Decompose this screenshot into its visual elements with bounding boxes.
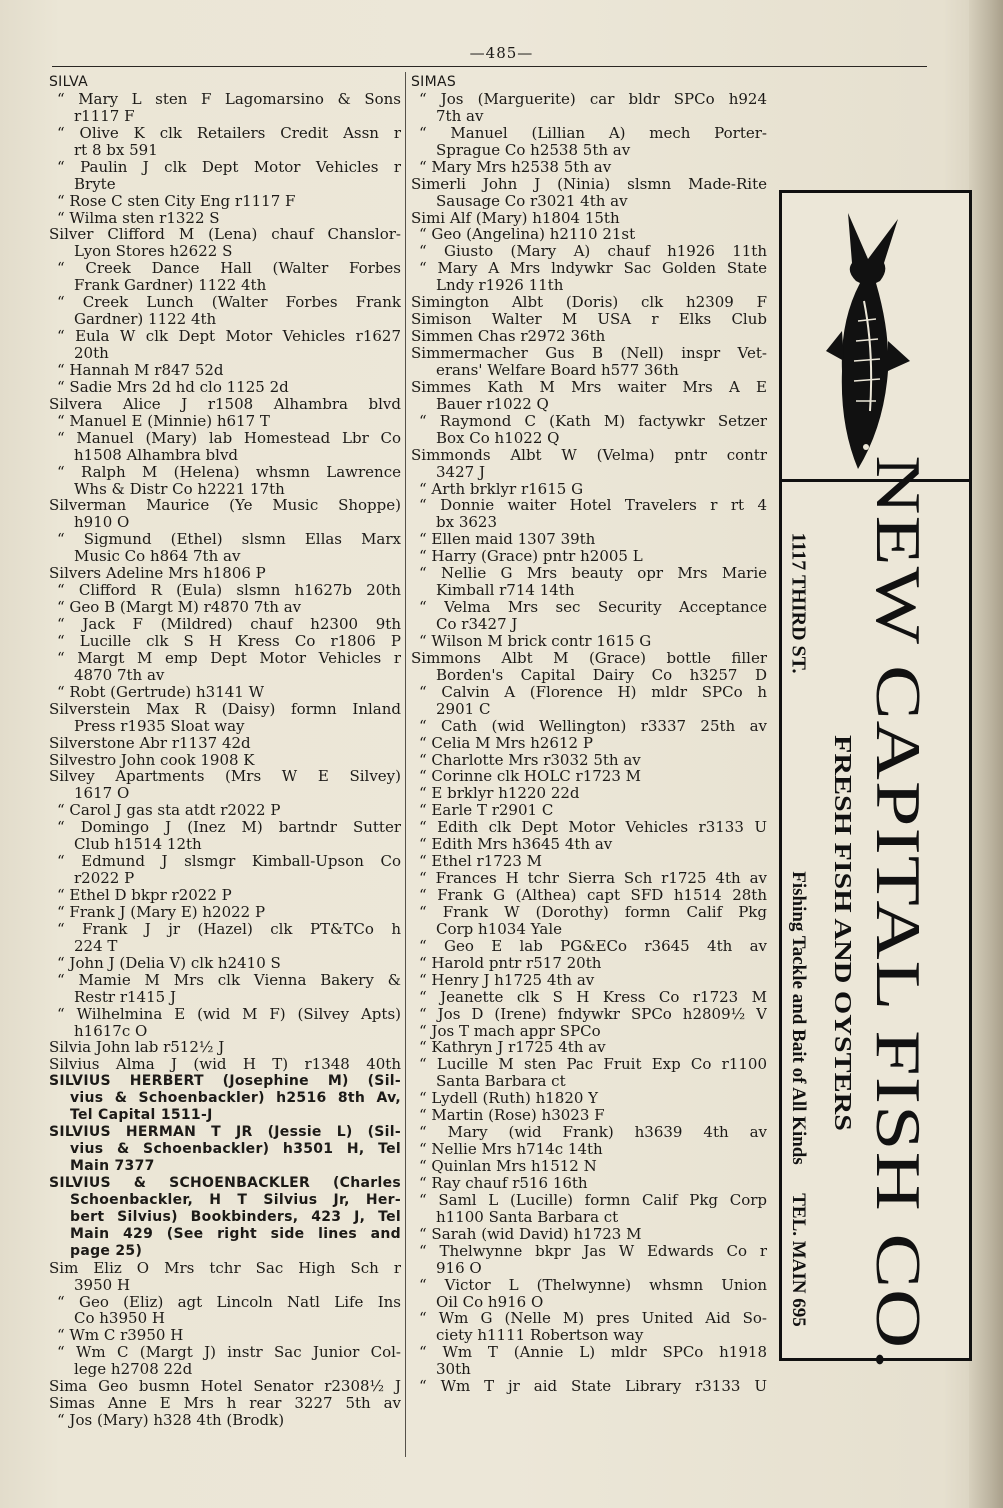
directory-line: “ Paulin J clk Dept Motor Vehicles r <box>57 158 401 176</box>
directory-line: 30th <box>436 1361 471 1379</box>
directory-line: rt 8 bx 591 <box>74 141 158 159</box>
directory-line: “ Charlotte Mrs r3032 5th av <box>419 751 641 769</box>
directory-line: h1617c O <box>74 1022 148 1040</box>
directory-line: Box Co h1022 Q <box>436 429 560 447</box>
directory-line: “ Manuel (Lillian A) mech Porter- <box>419 124 767 142</box>
directory-line: Silverstone Abr r1137 42d <box>49 734 251 752</box>
directory-line: “ Rose C sten City Eng r1117 F <box>57 192 296 210</box>
directory-line: “ Donnie waiter Hotel Travelers r rt 4 <box>419 497 767 515</box>
ad-company-name: NEW CAPITAL FISH CO. <box>862 455 934 1371</box>
directory-line: “ Jos D (Irene) fndywkr SPCo h2809½ V <box>419 1005 767 1023</box>
left-column <box>49 74 401 1429</box>
directory-line: Sima Geo busmn Hotel Senator r2308½ J <box>49 1378 401 1396</box>
directory-line: Club h1514 12th <box>74 836 202 854</box>
directory-line: “ Eula W clk Dept Motor Vehicles r1627 <box>57 328 401 345</box>
directory-line: Co h3950 H <box>74 1310 165 1328</box>
directory-line: “ Ralph M (Helena) whsmn Lawrence <box>57 463 401 481</box>
directory-line: “ Celia M Mrs h2612 P <box>419 734 593 752</box>
directory-line: erans' Welfare Board h577 36th <box>436 361 679 379</box>
directory-line: Simi Alf (Mary) h1804 15th <box>411 209 620 227</box>
directory-line: “ Ellen maid 1307 39th <box>419 531 596 549</box>
directory-line: “ Earle T r2901 C <box>419 802 554 820</box>
directory-line: “ Harold pntr r517 20th <box>419 954 602 972</box>
directory-line: “ Hannah M r847 52d <box>57 361 224 379</box>
directory-line: “ Victor L (Thelwynne) whsmn Union <box>419 1276 767 1294</box>
directory-heading: SIMAS <box>411 74 457 90</box>
directory-line: “ Jos (Mary) h328 4th (Brodk) <box>57 1412 285 1429</box>
directory-line: “ Lucille M sten Pac Fruit Exp Co r1100 <box>419 1056 767 1074</box>
directory-line: “ Olive K clk Retailers Credit Assn r <box>57 124 401 142</box>
directory-line: Bauer r1022 Q <box>436 395 549 413</box>
directory-line: Sprague Co h2538 5th av <box>436 141 631 159</box>
directory-line: Silvera Alice J r1508 Alhambra blvd <box>49 395 401 413</box>
directory-line: Simmons Albt M (Grace) bottle filler <box>411 649 767 667</box>
directory-line: Gardner) 1122 4th <box>74 311 217 329</box>
page-binding-edge <box>969 0 1003 1508</box>
directory-line: “ Corinne clk HOLC r1723 M <box>419 768 641 786</box>
directory-line: Silvey Apartments (Mrs W E Silvey) <box>49 768 401 786</box>
ad-tagline: FRESH FISH AND OYSTERS <box>829 735 856 1131</box>
directory-line: “ Giusto (Mary A) chauf h1926 11th <box>419 243 767 261</box>
directory-line: Simas Anne E Mrs h rear 3227 5th av <box>49 1395 401 1413</box>
directory-line: Whs & Distr Co h2221 17th <box>74 480 285 498</box>
directory-line: “ Edmund J slsmgr Kimball-Upson Co <box>57 853 401 871</box>
directory-line: Kimball r714 14th <box>436 582 575 600</box>
directory-line: r1117 F <box>74 107 135 125</box>
directory-line: h1100 Santa Barbara ct <box>436 1208 619 1226</box>
directory-heading: Tel Capital 1511-J <box>70 1107 213 1124</box>
directory-line: “ Edith Mrs h3645 4th av <box>419 836 613 854</box>
directory-line: “ Cath (wid Wellington) r3337 25th av <box>419 717 767 735</box>
directory-line: “ Robt (Gertrude) h3141 W <box>57 683 265 701</box>
directory-line: lege h2708 22d <box>74 1361 193 1379</box>
directory-line: Silvius Alma J (wid H T) r1348 40th <box>49 1056 401 1074</box>
directory-line: “ Wm T (Annie L) mldr SPCo h1918 <box>419 1344 767 1362</box>
directory-line: Silverman Maurice (Ye Music Shoppe) <box>49 497 401 515</box>
directory-line: Sim Eliz O Mrs tchr Sac High Sch r <box>49 1259 401 1277</box>
directory-line: “ Nellie G Mrs beauty opr Mrs Marie <box>419 565 767 583</box>
ad-phone: TEL. MAIN 695 <box>788 1193 809 1327</box>
directory-line: “ Saml L (Lucille) formn Calif Pkg Corp <box>419 1191 767 1209</box>
directory-line: “ Mary A Mrs lndywkr Sac Golden State <box>419 260 767 278</box>
directory-heading: SILVIUS HERMAN T JR (Jessie L) (Sil- <box>49 1124 401 1141</box>
directory-line: “ Frank W (Dorothy) formn Calif Pkg <box>419 903 767 921</box>
directory-line: ciety h1111 Robertson way <box>436 1327 644 1345</box>
directory-line: Santa Barbara ct <box>436 1073 566 1091</box>
directory-line: Borden's Capital Dairy Co h3257 D <box>436 666 767 684</box>
directory-line: 1617 O <box>74 785 130 803</box>
directory-line: “ Manuel (Mary) lab Homestead Lbr Co <box>57 429 401 447</box>
directory-line: Silver Clifford M (Lena) chauf Chanslor- <box>49 226 401 244</box>
directory-line: “ Velma Mrs sec Security Acceptance <box>419 599 767 616</box>
directory-heading: SILVIUS & SCHOENBACKLER (Charles <box>49 1174 401 1191</box>
directory-line: “ Frances H tchr Sierra Sch r1725 4th av <box>419 870 767 887</box>
directory-line: “ Edith clk Dept Motor Vehicles r3133 U <box>419 819 767 837</box>
directory-line: Restr r1415 J <box>74 988 176 1006</box>
directory-line: “ Manuel E (Minnie) h617 T <box>57 412 270 430</box>
directory-line: “ Clifford R (Eula) slsmn h1627b 20th <box>57 582 401 600</box>
directory-line: “ Sigmund (Ethel) slsmn Ellas Marx <box>57 531 401 549</box>
directory-line: 7th av <box>436 107 484 125</box>
directory-heading: Main 7377 <box>70 1158 155 1174</box>
directory-line: Sausage Co r3021 4th av <box>436 192 628 210</box>
directory-line: “ Jos T mach appr SPCo <box>419 1022 601 1040</box>
directory-line: “ Wm G (Nelle M) pres United Aid So- <box>419 1310 767 1328</box>
directory-line: Silvestro John cook 1908 K <box>49 751 255 769</box>
directory-line: “ Ray chauf r516 16th <box>419 1174 588 1192</box>
directory-heading: Schoenbackler, H T Silvius Jr, Her- <box>70 1191 401 1208</box>
directory-line: “ Frank J jr (Hazel) clk PT&TCo h <box>57 920 401 938</box>
directory-line: “ Ethel D bkpr r2022 P <box>57 887 232 904</box>
directory-line: “ Mary (wid Frank) h3639 4th av <box>419 1124 767 1142</box>
directory-line: r2022 P <box>74 870 135 887</box>
directory-line: Simmen Chas r2972 36th <box>411 328 606 345</box>
directory-line: “ Wm T jr aid State Library r3133 U <box>419 1378 767 1396</box>
directory-line: “ Jeanette clk S H Kress Co r1723 M <box>419 988 767 1006</box>
directory-heading: vius & Schoenbackler) h2516 8th Av, <box>70 1090 401 1107</box>
directory-line: “ Kathryn J r1725 4th av <box>419 1039 606 1057</box>
fish-icon <box>818 211 918 473</box>
directory-line: “ Mary Mrs h2538 5th av <box>419 158 612 176</box>
directory-line: “ Wm C (Margt J) instr Sac Junior Col- <box>57 1344 401 1362</box>
directory-line: “ E brklyr h1220 22d <box>419 785 580 803</box>
directory-line: “ Lucille clk S H Kress Co r1806 P <box>57 632 401 650</box>
directory-line: Simerli John J (Ninia) slsmn Made-Rite <box>411 175 767 193</box>
right-column <box>411 74 767 1395</box>
directory-line: “ Ethel r1723 M <box>419 853 542 871</box>
directory-line: “ Carol J gas sta atdt r2022 P <box>57 802 281 820</box>
directory-line: “ Geo B (Margt M) r4870 7th av <box>57 599 302 616</box>
directory-line: “ Quinlan Mrs h1512 N <box>419 1158 597 1175</box>
directory-line: “ Geo (Angelina) h2110 21st <box>419 226 636 244</box>
directory-line: “ Mamie M Mrs clk Vienna Bakery & <box>57 971 401 989</box>
directory-line: Simmes Kath M Mrs waiter Mrs A E <box>411 378 767 396</box>
directory-line: h1508 Alhambra blvd <box>74 446 239 464</box>
directory-line: “ Sarah (wid David) h1723 M <box>419 1225 642 1243</box>
directory-heading: SILVIUS HERBERT (Josephine M) (Sil- <box>49 1073 401 1090</box>
directory-line: “ Thelwynne bkpr Jas W Edwards Co r <box>419 1242 767 1260</box>
directory-line: “ Geo E lab PG&ECo r3645 4th av <box>419 937 767 955</box>
directory-heading: page 25) <box>70 1242 143 1259</box>
directory-line: “ Harry (Grace) pntr h2005 L <box>419 548 643 566</box>
ad-address: 1117 THIRD ST. <box>787 532 810 674</box>
directory-heading: vius & Schoenbackler) h3501 H, Tel <box>70 1141 401 1158</box>
column-divider <box>405 72 406 1457</box>
directory-line: 916 O <box>436 1259 482 1277</box>
directory-line: Oil Co h916 O <box>436 1293 544 1311</box>
directory-line: “ Nellie Mrs h714c 14th <box>419 1141 603 1158</box>
directory-line: Lndy r1926 11th <box>436 277 564 295</box>
directory-line: “ Geo (Eliz) agt Lincoln Natl Life Ins <box>57 1293 401 1311</box>
directory-heading: bert Silvius) Bookbinders, 423 J, Tel <box>70 1208 401 1225</box>
directory-line: “ Lydell (Ruth) h1820 Y <box>419 1090 599 1108</box>
directory-line: “ John J (Delia V) clk h2410 S <box>57 954 281 972</box>
directory-line: “ Calvin A (Florence H) mldr SPCo h <box>419 683 767 701</box>
directory-line: Silvers Adeline Mrs h1806 P <box>49 565 266 583</box>
directory-line: “ Frank J (Mary E) h2022 P <box>57 903 266 921</box>
directory-line: “ Domingo J (Inez M) bartndr Sutter <box>57 819 401 837</box>
directory-line: Frank Gardner) 1122 4th <box>74 277 267 295</box>
directory-line: Simington Albt (Doris) clk h2309 F <box>411 294 767 312</box>
directory-line: Co r3427 J <box>436 616 518 633</box>
directory-line: 224 T <box>74 937 118 955</box>
directory-line: “ Wilhelmina E (wid M F) (Silvey Apts) <box>57 1005 401 1023</box>
directory-line: Lyon Stores h2622 S <box>74 243 233 261</box>
directory-line: bx 3623 <box>436 514 498 532</box>
directory-line: “ Martin (Rose) h3023 F <box>419 1107 605 1125</box>
page-number: —485— <box>469 44 534 62</box>
directory-line: “ Sadie Mrs 2d hd clo 1125 2d <box>57 378 289 396</box>
directory-line: Corp h1034 Yale <box>436 920 563 938</box>
directory-line: “ Creek Lunch (Walter Forbes Frank <box>57 294 401 312</box>
directory-line: “ Arth brklyr r1615 G <box>419 480 584 498</box>
directory-line: “ Henry J h1725 4th av <box>419 971 595 989</box>
directory-line: Simmonds Albt W (Velma) pntr contr <box>411 446 767 464</box>
ad-services: Fishing Tackle and Bait of All Kinds <box>788 871 809 1165</box>
directory-line: h910 O <box>74 514 130 532</box>
directory-line: “ Mary L sten F Lagomarsino & Sons <box>57 90 401 108</box>
directory-line: 4870 7th av <box>74 666 165 684</box>
directory-line: “ Wm C r3950 H <box>57 1327 184 1345</box>
directory-line: “ Jack F (Mildred) chauf h2300 9th <box>57 616 401 633</box>
directory-line: Simmermacher Gus B (Nell) inspr Vet- <box>411 345 767 362</box>
directory-line: “ Raymond C (Kath M) factywkr Setzer <box>419 412 767 430</box>
header-rule <box>52 66 927 67</box>
directory-heading: Main 429 (See right side lines and <box>70 1225 401 1242</box>
directory-line: 20th <box>74 345 109 362</box>
directory-line: Music Co h864 7th av <box>74 548 241 566</box>
directory-line: “ Margt M emp Dept Motor Vehicles r <box>57 649 401 667</box>
directory-line: “ Wilson M brick contr 1615 G <box>419 632 652 650</box>
directory-line: “ Jos (Marguerite) car bldr SPCo h924 <box>419 90 767 108</box>
directory-line: Simison Walter M USA r Elks Club <box>411 311 767 329</box>
directory-line: 2901 C <box>436 700 491 718</box>
directory-line: “ Wilma sten r1322 S <box>57 209 220 227</box>
advertisement-box <box>779 190 972 1371</box>
directory-line: “ Creek Dance Hall (Walter Forbes <box>57 260 401 278</box>
directory-line: Press r1935 Sloat way <box>74 717 245 735</box>
directory-line: 3427 J <box>436 463 485 481</box>
directory-line: Silverstein Max R (Daisy) formn Inland <box>49 700 401 718</box>
directory-line: Bryte <box>74 175 116 193</box>
directory-heading: SILVA <box>49 74 89 90</box>
directory-line: 3950 H <box>74 1276 131 1294</box>
directory-line: Silvia John lab r512½ J <box>49 1039 225 1057</box>
directory-line: “ Frank G (Althea) capt SFD h1514 28th <box>419 887 767 904</box>
